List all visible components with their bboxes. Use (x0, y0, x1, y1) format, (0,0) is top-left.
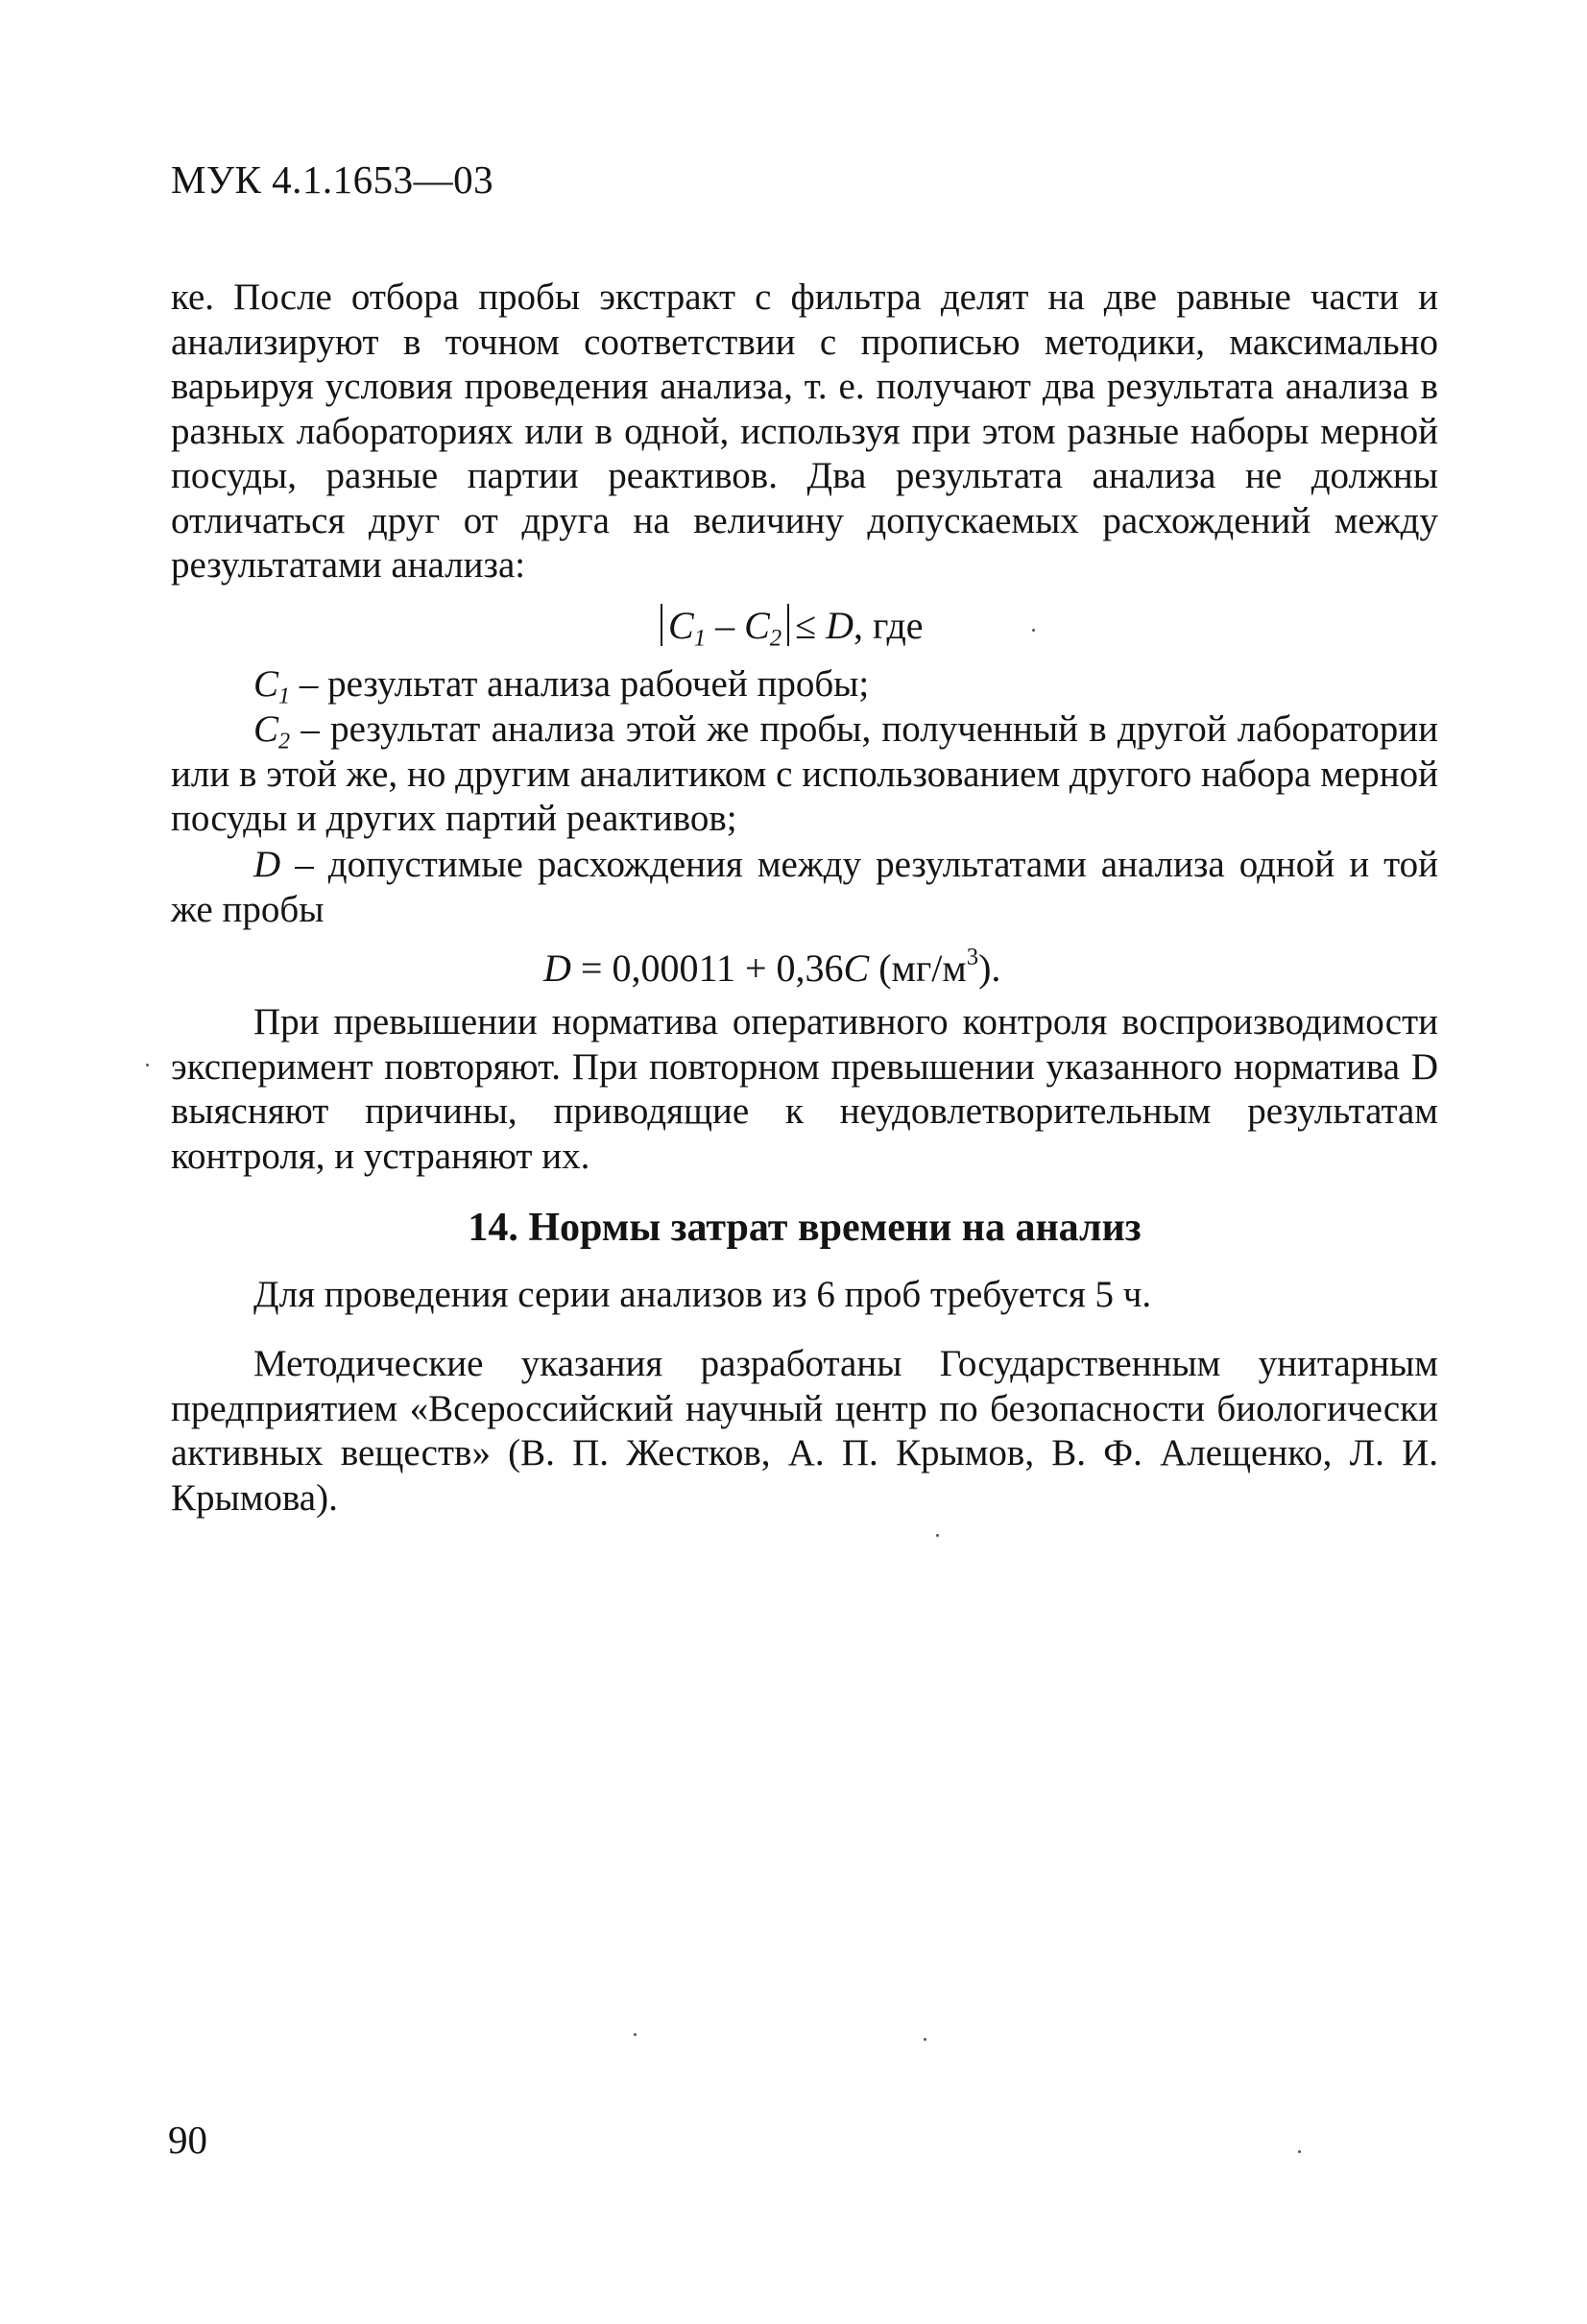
scan-speck (1298, 2150, 1301, 2153)
definition-d: D – допустимые расхождения между результатами анализа одной и той же пробы (171, 844, 1438, 930)
formula-difference-condition: $C_1 - C_2 \le D$, где (655, 603, 924, 648)
scan-speck (634, 2033, 637, 2036)
definition-c2: $C_2$ – результат анализа этой же пробы, полученный в другой лаборатории или в этой же, но другим аналитиком с использованием другого набора мерной посуды и других партий реактивов; (171, 708, 1438, 839)
paragraph-time-norm: Для проведения серии анализов из 6 проб требуется 5 ч. (253, 1274, 1152, 1315)
formula-tolerance: D = 0,00011 + 0,36C $(мг/м^3)$. (543, 944, 1001, 990)
scan-speck (146, 1064, 149, 1066)
abs-bar-right (787, 604, 789, 646)
abs-bar-left (661, 604, 662, 646)
scan-speck (1032, 629, 1035, 632)
section-heading: 14. Нормы затрат времени на анализ (468, 1206, 1142, 1250)
scan-speck (936, 1534, 939, 1537)
definition-c1: $C_1$ – результат анализа рабочей пробы; (253, 663, 870, 709)
paragraph-sampling-procedure: ке. После отбора пробы экстракт с фильтра делят на две равные части и анализируют в точном соответствии с прописью методики, максимально варьируя условия проведения анализа, т. е. получают два результата анализа в разных лабораториях или в одной, используя при этом разные наборы мерной посуды, разные партии реактивов. Два результата анализа не должны отличаться друг от друга на величину допускаемых расхождений между результатами анализа: (171, 276, 1438, 586)
page-number: 90 (168, 2118, 207, 2162)
scan-speck (924, 2038, 926, 2041)
paragraph-authors: Методические указания разработаны Государственным унитарным предприятием «Всероссийский научный центр по безопасности биологически активных веществ» (В. П. Жестков, А. П. Крымов, В. Ф. Алещенко, Л. И. Крымова). (171, 1343, 1438, 1519)
document-code-header: МУК 4.1.1653—03 (171, 157, 494, 202)
paragraph-control-exceedance: При превышении норматива оперативного контроля воспроизводимости эксперимент повторяют. При повторном превышении указанного норматива D выясняют причины, приводящие к неудовлетворительным результатам контроля, и устраняют их. (171, 1001, 1438, 1177)
